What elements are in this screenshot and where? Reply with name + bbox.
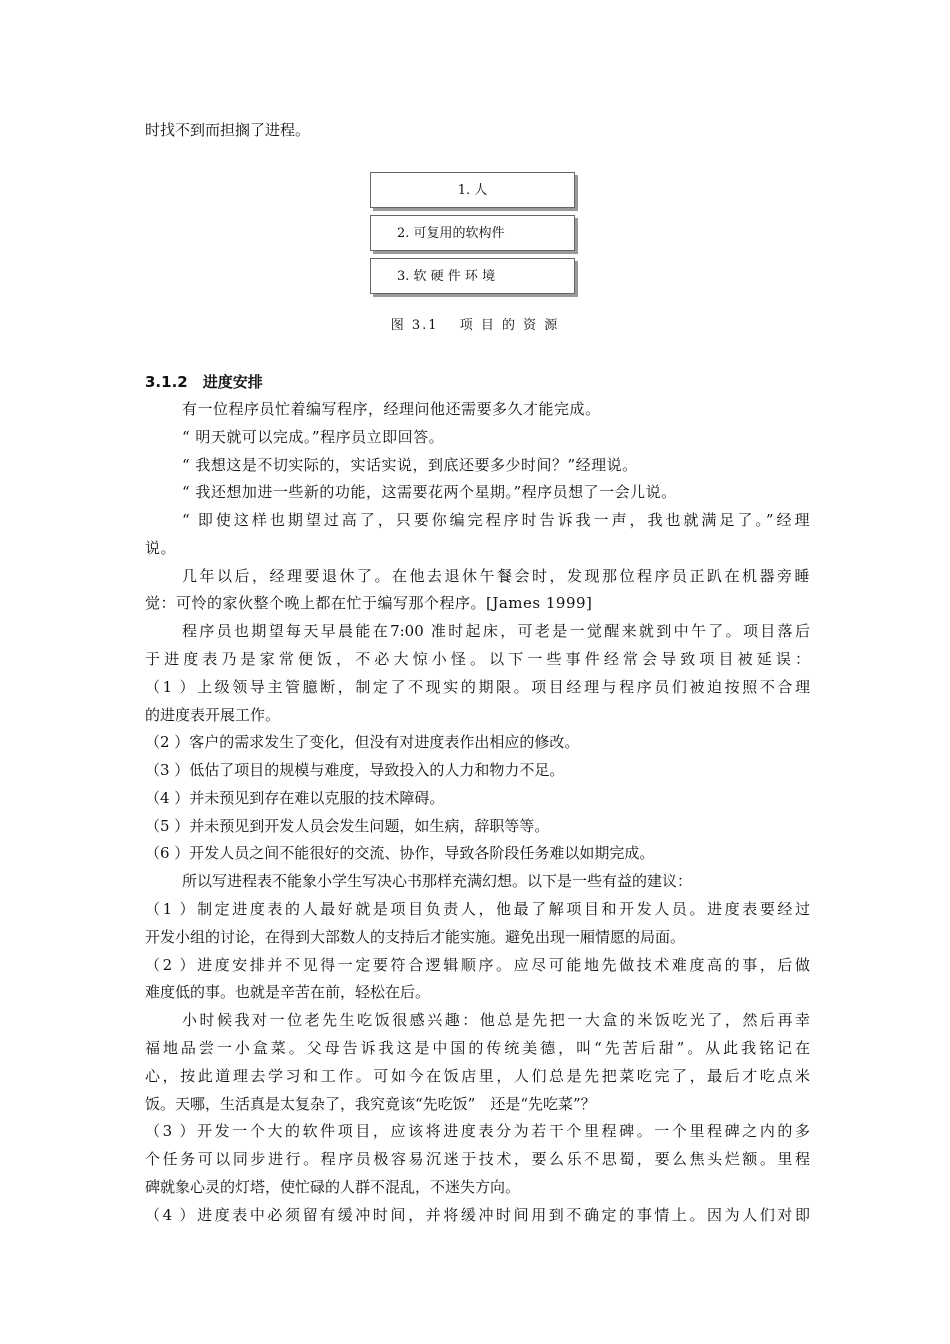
paragraph-line: 觉：可怜的家伙整个晚上都在忙于编写那个程序。[James 1999] xyxy=(145,594,593,612)
list-item-line: 难度低的事。也就是辛苦在前，轻松在后。 xyxy=(145,983,431,1001)
list-item-line: （3 ）低估了项目的规模与难度，导致投入的人力和物力不足。 xyxy=(145,761,565,779)
list-item-line: （3 ）开发一个大的软件项目，应该将进度表分为若干个里程碑。一个里程碑之内的多 xyxy=(145,1122,810,1140)
paragraph-line: 所以写进程表不能象小学生写决心书那样充满幻想。以下是一些有益的建议： xyxy=(182,872,693,890)
diagram-box-reusable-components xyxy=(370,215,575,251)
list-item-line: 碑就象心灵的灯塔，使忙碌的人群不混乱，不迷失方向。 xyxy=(145,1178,521,1196)
paragraph-line: 小时候我对一位老先生吃饭很感兴趣：他总是先把一大盒的米饭吃光了，然后再幸 xyxy=(182,1011,810,1029)
list-item-line: （2 ）客户的需求发生了变化，但没有对进度表作出相应的修改。 xyxy=(145,733,580,751)
paragraph-line: 于进度表乃是家常便饭，不必大惊小怪。以下一些事件经常会导致项目被延误： xyxy=(145,650,810,668)
paragraph-line: 说。 xyxy=(145,539,177,557)
list-item-line: （1 ）上级领导主管臆断，制定了不现实的期限。项目经理与程序员们被迫按照不合理 xyxy=(145,678,810,696)
list-item-line: （2 ）进度安排并不见得一定要符合逻辑顺序。应尽可能地先做技术难度高的事，后做 xyxy=(145,956,810,974)
list-item-line: 的进度表开展工作。 xyxy=(145,706,281,724)
paragraph-line: 几年以后，经理要退休了。在他去退休午餐会时，发现那位程序员正趴在机器旁睡 xyxy=(182,567,810,585)
list-item-line: 个任务可以同步进行。程序员极容易沉迷于技术，要么乐不思蜀，要么焦头烂额。里程 xyxy=(145,1150,810,1168)
continuation-line: 时找不到而担搁了进程。 xyxy=(145,121,311,139)
figure-caption: 图 3.1 项 目 的 资 源 xyxy=(390,318,560,333)
diagram-box-label: 3. 软 硬 件 环 境 xyxy=(397,269,496,284)
paragraph-line: 心，按此道理去学习和工作。可如今在饭店里，人们总是先把菜吃完了，最后才吃点米 xyxy=(145,1067,810,1085)
section-heading: 3.1.2 进度安排 xyxy=(145,373,263,391)
paragraph-line: “ 即使这样也期望过高了，只要你编完程序时告诉我一声，我也就满足了。”经理 xyxy=(182,511,810,529)
paragraph-line: “ 我还想加进一些新的功能，这需要花两个星期。”程序员想了一会儿说。 xyxy=(182,483,677,501)
list-item-line: （6 ）开发人员之间不能很好的交流、协作，导致各阶段任务难以如期完成。 xyxy=(145,844,655,862)
paragraph-line: “ 明天就可以完成。”程序员立即回答。 xyxy=(182,428,445,446)
paragraph-line: 福地品尝一小盒菜。父母告诉我这是中国的传统美德，叫“先苦后甜”。从此我铭记在 xyxy=(145,1039,810,1057)
paragraph-line: 程序员也期望每天早晨能在7:00 准时起床，可老是一觉醒来就到中午了。项目落后 xyxy=(182,622,810,640)
list-item-line: （4 ）进度表中必须留有缓冲时间，并将缓冲时间用到不确定的事情上。因为人们对即 xyxy=(145,1206,810,1224)
list-item-line: （4 ）并未预见到存在难以克服的技术障碍。 xyxy=(145,789,445,807)
list-item-line: （5 ）并未预见到开发人员会发生问题，如生病，辞职等等。 xyxy=(145,817,550,835)
list-item-line: （1 ）制定进度表的人最好就是项目负责人，他最了解项目和开发人员。进度表要经过 xyxy=(145,900,810,918)
paragraph-line: “ 我想这是不切实际的，实话实说，到底还要多少时间？”经理说。 xyxy=(182,456,638,474)
diagram-box-label: 2. 可复用的软构件 xyxy=(397,226,505,241)
diagram-box-environment xyxy=(370,258,575,294)
paragraph-line: 饭。天哪，生活真是太复杂了，我究竟该“先吃饭” 还是“先吃菜”？ xyxy=(145,1095,596,1113)
diagram-box-label: 1. 人 xyxy=(457,183,488,198)
diagram-box-people xyxy=(370,172,575,208)
paragraph-line: 有一位程序员忙着编写程序，经理问他还需要多久才能完成。 xyxy=(182,400,601,418)
list-item-line: 开发小组的讨论，在得到大部数人的支持后才能实施。避免出现一厢情愿的局面。 xyxy=(145,928,686,946)
